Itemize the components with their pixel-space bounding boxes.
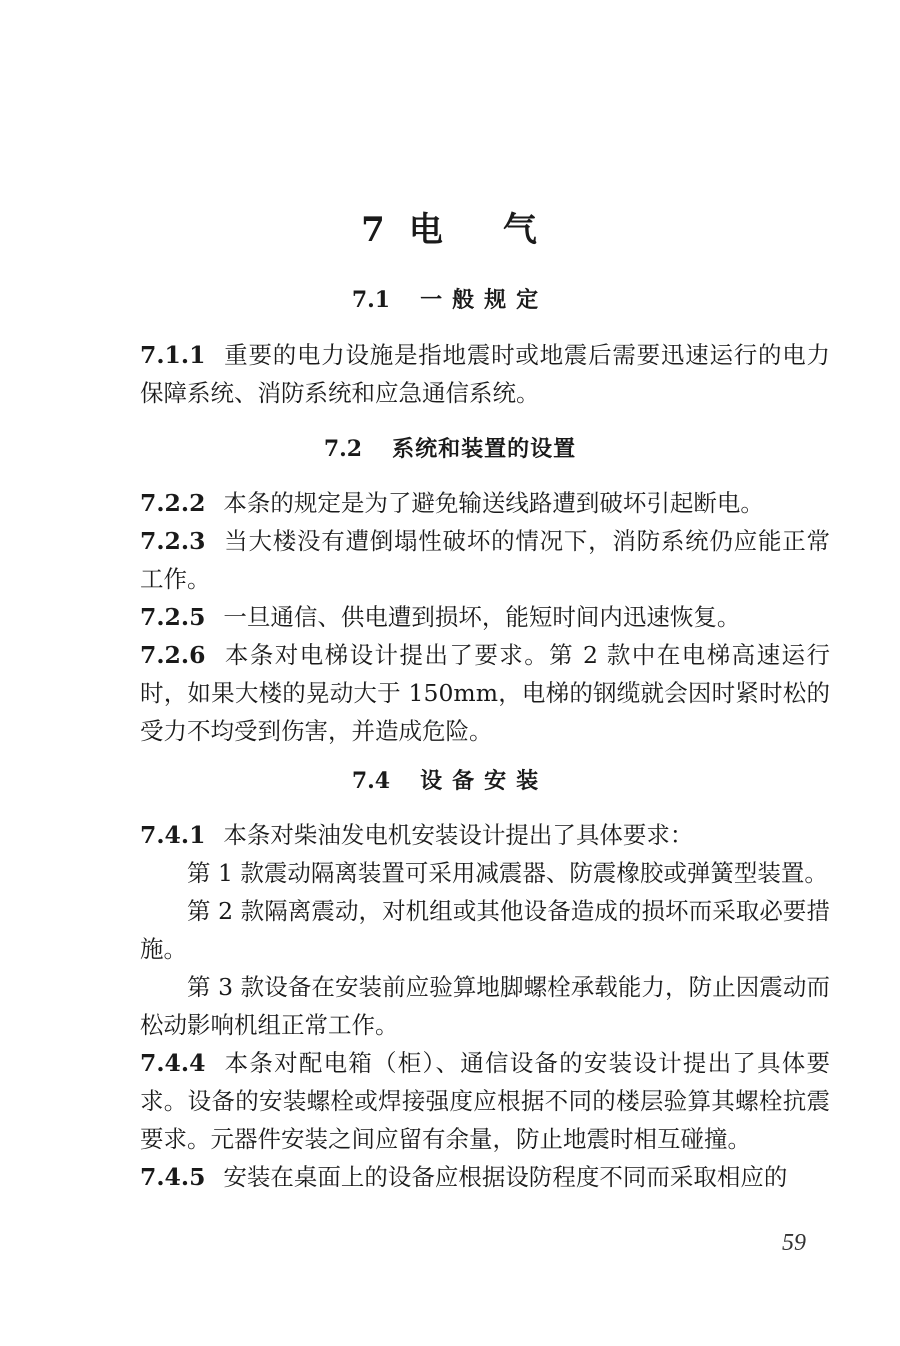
section-number: 7.4 <box>351 768 391 794</box>
clause-number: 7.2.6 <box>140 641 206 669</box>
chapter-title <box>0 202 900 251</box>
chapter-number: 7 <box>361 210 387 250</box>
section-number: 7.2 <box>323 436 363 462</box>
clause-text: 安装在桌面上的设备应根据设防程度不同而采取相应的 <box>223 1163 788 1191</box>
section-title-text: 系统和装置的设置 <box>392 436 577 462</box>
section-heading-7-1 <box>0 283 900 314</box>
section-title-text: 设备安装 <box>420 768 549 794</box>
clause-text: 本条对配电箱（柜）、通信设备的安装设计提出了具体要求。设备的安装螺栓或焊接强度应根据不同的楼层验算其螺栓抗震要求。元器件安装之间应留有余量，防止地震时相互碰撞。 <box>140 1049 830 1153</box>
clause-7-4-1 <box>140 816 830 854</box>
section-heading-7-2 <box>0 432 900 463</box>
clause-7-4-5 <box>140 1158 830 1196</box>
clause-number: 7.1.1 <box>140 341 206 369</box>
clause-7-2-3 <box>140 522 830 598</box>
clause-block-7-1 <box>140 336 830 412</box>
clause-7-4-1-item-1: 第 1 款震动隔离装置可采用减震器、防震橡胶或弹簧型装置。 <box>187 859 828 887</box>
clause-text: 本条的规定是为了避免输送线路遭到破坏引起断电。 <box>223 489 764 517</box>
clause-text: 一旦通信、供电遭到损坏，能短时间内迅速恢复。 <box>223 603 741 631</box>
clause-7-2-2 <box>140 484 830 522</box>
clause-7-4-1-item-2: 第 2 款隔离震动，对机组或其他设备造成的损坏而采取必要措施。 <box>140 897 830 963</box>
section-number: 7.1 <box>351 287 391 313</box>
clause-block-7-2 <box>140 484 830 750</box>
clause-text: 本条对柴油发电机安装设计提出了具体要求： <box>223 821 694 849</box>
clause-block-7-4 <box>140 816 830 1196</box>
page-number: 59 <box>782 1230 806 1256</box>
clause-7-1-1 <box>140 336 830 412</box>
clause-text: 当大楼没有遭倒塌性破坏的情况下，消防系统仍应能正常工作。 <box>140 527 830 593</box>
clause-number: 7.4.5 <box>140 1163 206 1191</box>
clause-7-4-4 <box>140 1044 830 1158</box>
section-title-text: 一般规定 <box>420 287 549 313</box>
clause-number: 7.4.1 <box>140 821 206 849</box>
clause-number: 7.4.4 <box>140 1049 206 1077</box>
clause-number: 7.2.2 <box>140 489 206 517</box>
clause-text: 本条对电梯设计提出了要求。第 2 款中在电梯高速运行时，如果大楼的晃动大于 150mm，电梯的钢缆就会因时紧时松的受力不均受到伤害，并造成危险。 <box>140 641 830 745</box>
clause-number: 7.2.3 <box>140 527 206 555</box>
section-heading-7-4 <box>0 764 900 795</box>
clause-7-2-5 <box>140 598 830 636</box>
clause-7-4-1-item-3: 第 3 款设备在安装前应验算地脚螺栓承载能力，防止因震动而松动影响机组正常工作。 <box>140 973 830 1039</box>
clause-number: 7.2.5 <box>140 603 206 631</box>
chapter-title-char-2: 气 <box>502 210 539 250</box>
clause-7-2-6 <box>140 636 830 750</box>
chapter-title-char-1: 电 <box>408 210 445 250</box>
clause-text: 重要的电力设施是指地震时或地震后需要迅速运行的电力保障系统、消防系统和应急通信系统。 <box>140 341 830 407</box>
